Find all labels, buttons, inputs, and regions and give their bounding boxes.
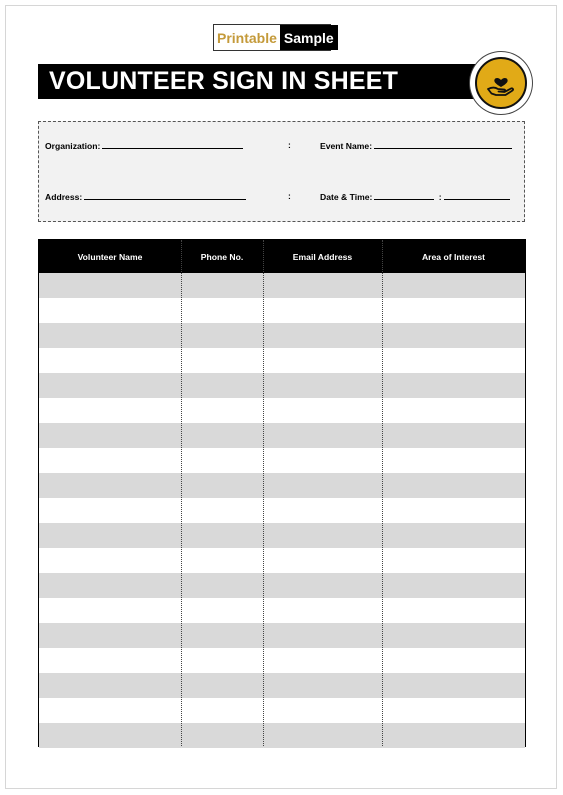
printable-sample-logo (213, 24, 334, 51)
header-phone-no: Phone No. (200, 251, 244, 262)
table-row[interactable] (39, 273, 525, 298)
table-row[interactable] (39, 448, 525, 473)
logo-part-sample: Sample (280, 25, 338, 50)
table-row[interactable] (39, 673, 525, 698)
table-row[interactable] (39, 698, 525, 723)
table-row[interactable] (39, 348, 525, 373)
table-row[interactable] (39, 473, 525, 498)
table-row[interactable] (39, 523, 525, 548)
badge-circle (475, 57, 527, 109)
date-time-label: Date & Time: (320, 192, 373, 202)
date-line[interactable] (374, 191, 434, 200)
table-header (39, 240, 525, 273)
table-body (39, 273, 525, 748)
table-row[interactable] (39, 398, 525, 423)
address-label: Address: (45, 192, 83, 202)
header-volunteer-name: Volunteer Name (77, 251, 143, 262)
address-line[interactable] (84, 191, 246, 200)
logo-part-printable: Printable (214, 25, 280, 50)
table-row[interactable] (39, 323, 525, 348)
organization-line[interactable] (102, 140, 243, 149)
page-title: VOLUNTEER SIGN IN SHEET (38, 64, 490, 99)
table-row[interactable] (39, 623, 525, 648)
organization-label: Organization: (45, 141, 101, 151)
address-field[interactable] (45, 191, 246, 202)
table-row[interactable] (39, 723, 525, 748)
event-info-box (38, 121, 525, 222)
table-row[interactable] (39, 298, 525, 323)
event-name-line[interactable] (374, 140, 512, 149)
separator-colon: : (288, 191, 291, 201)
table-row[interactable] (39, 648, 525, 673)
column-divider (382, 240, 383, 746)
time-line[interactable] (444, 191, 510, 200)
date-time-field[interactable] (320, 191, 510, 202)
header-area-of-interest: Area of Interest (421, 251, 486, 262)
event-name-field[interactable] (320, 140, 512, 151)
table-row[interactable] (39, 373, 525, 398)
event-name-label: Event Name: (320, 141, 373, 151)
volunteer-table (38, 239, 526, 747)
separator-colon: : (288, 140, 291, 150)
table-row[interactable] (39, 573, 525, 598)
date-time-colon: : (438, 192, 442, 202)
organization-field[interactable] (45, 140, 243, 151)
table-row[interactable] (39, 598, 525, 623)
table-row[interactable] (39, 423, 525, 448)
volunteer-badge (470, 52, 532, 114)
header-email-address: Email Address (292, 251, 353, 262)
table-row[interactable] (39, 498, 525, 523)
table-row[interactable] (39, 548, 525, 573)
heart-in-hand-icon (477, 59, 525, 107)
column-divider (181, 240, 182, 746)
column-divider (263, 240, 264, 746)
